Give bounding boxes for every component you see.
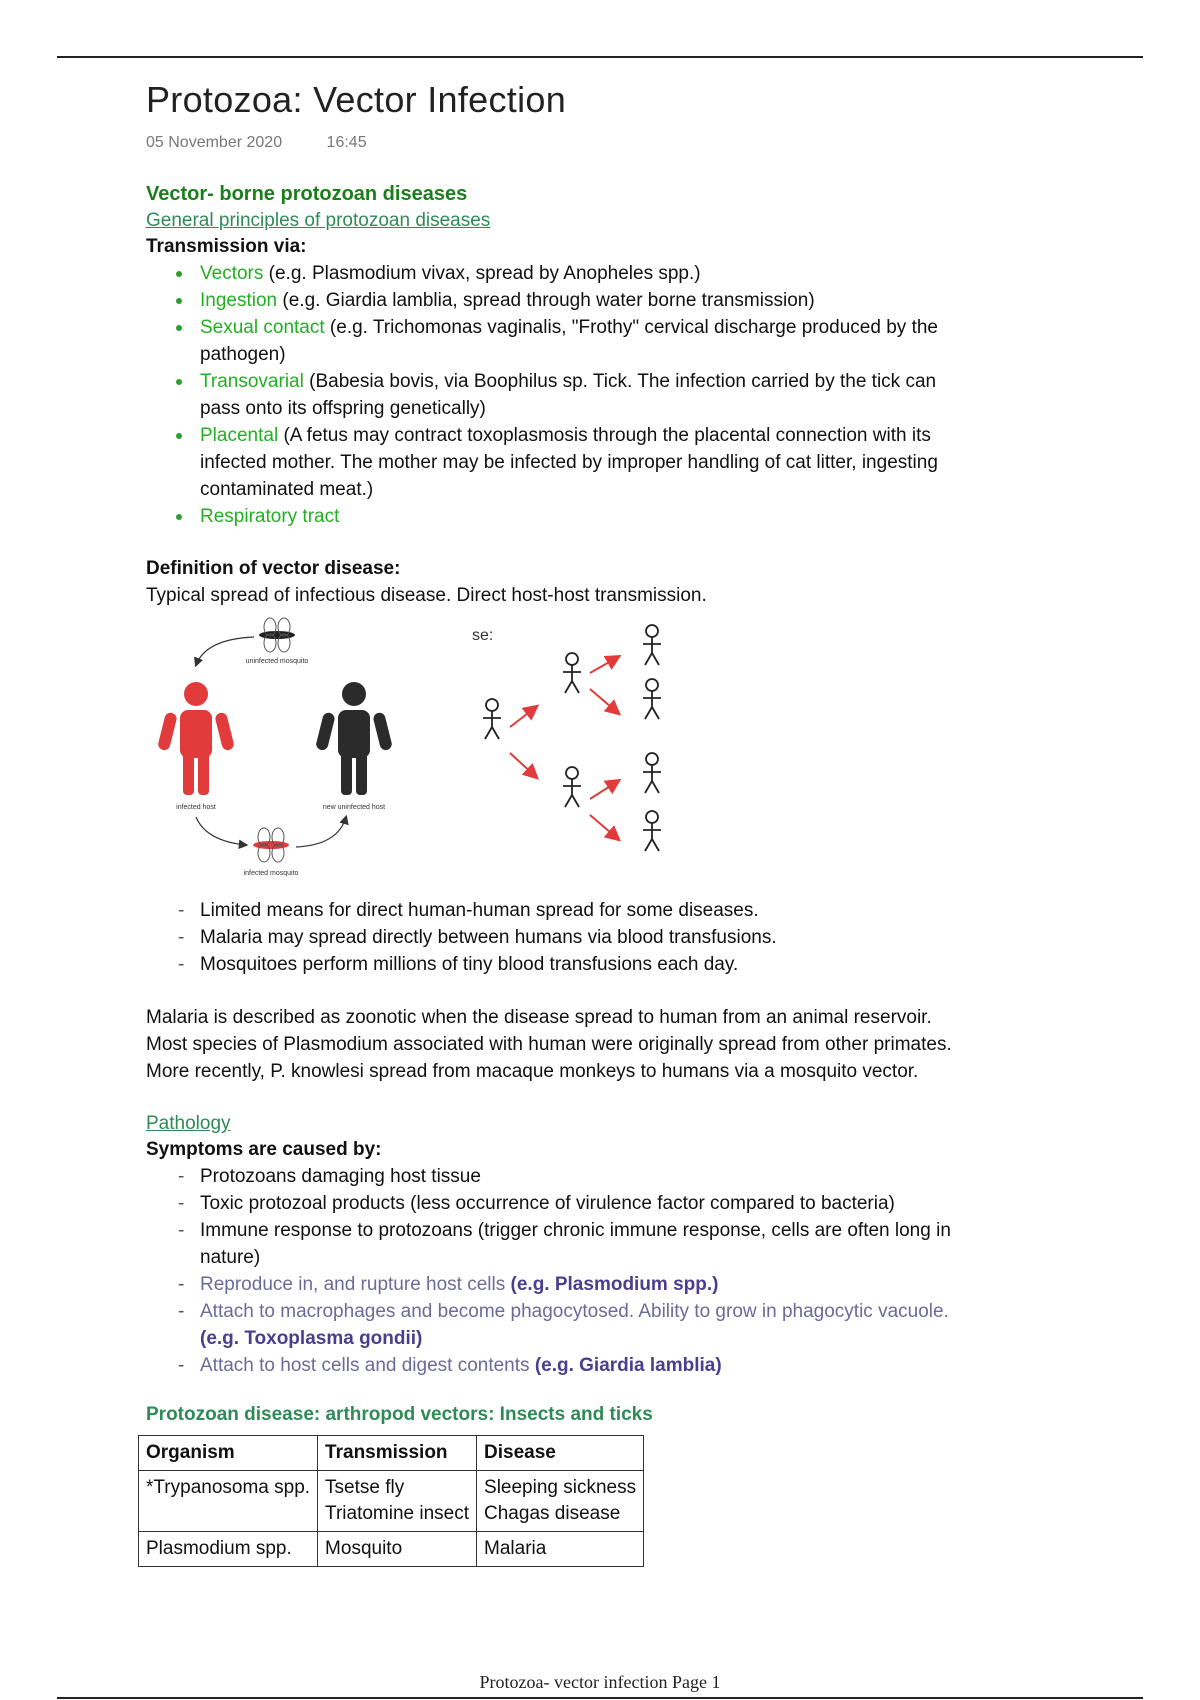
definition-label: Definition of vector disease: [146, 558, 401, 579]
page-time: 16:45 [326, 134, 367, 151]
page-footer: Protozoa- vector infection Page 1 [479, 1672, 721, 1692]
spread-point: - Mosquitoes perform millions of tiny blood transfusions each day. [200, 951, 976, 978]
symptoms-list [146, 1163, 976, 1379]
symptom-example-text: Attach to host cells and digest contents [200, 1355, 535, 1376]
transmission-item [200, 368, 976, 422]
top-rule [57, 56, 1143, 58]
transmission-term: Vectors [200, 263, 264, 284]
symptom-example-item [200, 1352, 976, 1379]
table-header-transmission: Transmission [318, 1436, 477, 1471]
uninfected-mosquito-label: uninfected mosquito [245, 658, 309, 665]
person-icon [643, 625, 661, 665]
person-icon [563, 767, 581, 807]
person-icon [643, 811, 661, 851]
transmission-term: Transovarial [200, 371, 304, 392]
new-host-label: new uninfected host [322, 804, 386, 811]
page-date: 05 November 2020 [146, 134, 283, 151]
transmission-term: Sexual contact [200, 317, 325, 338]
table-header-organism: Organism [139, 1436, 318, 1471]
table-row [139, 1532, 644, 1567]
infected-mosquito-label: infected mosquito [243, 870, 299, 877]
symptom-example-organism: (e.g. Plasmodium spp.) [510, 1274, 719, 1295]
transmission-term: Placental [200, 425, 279, 446]
transmission-term: Ingestion [200, 290, 278, 311]
table-header-row [139, 1436, 644, 1471]
transmission-line: Triatomine insect [325, 1503, 470, 1524]
vector-cycle-diagram [146, 617, 976, 897]
transmission-term: Respiratory tract [200, 506, 340, 527]
spread-point: - Malaria may spread directly between humans via blood transfusions. [200, 924, 976, 951]
pathology-link[interactable]: Pathology [146, 1113, 231, 1134]
person-icon [563, 653, 581, 693]
transmission-label: Transmission via: [146, 236, 307, 257]
symptom-example-organism: (e.g. Giardia lamblia) [534, 1355, 722, 1376]
symptom-item: - Toxic protozoal products (less occurrence of virulence factor compared to bacteria) [200, 1190, 976, 1217]
table-row [139, 1471, 644, 1532]
symptom-example-item [200, 1298, 976, 1352]
symptoms-label: Symptoms are caused by: [146, 1139, 382, 1160]
transmission-figure [146, 617, 976, 897]
infected-mosquito-icon [253, 828, 289, 862]
symptom-example-text: Reproduce in, and rupture host cells [200, 1274, 511, 1295]
symptom-example-text: Attach to macrophages and become phagocytosed. Ability to grow in phagocytic vacuole. [200, 1301, 949, 1322]
note-page [146, 72, 976, 1567]
transmission-item [200, 503, 976, 530]
section-heading: Vector- borne protozoan diseases [146, 183, 468, 205]
transmission-detail: (A fetus may contract toxoplasmosis through the placental connection with its infected mother. The mother may be infected by improper handling of cat litter, ingesting contaminated meat.) [200, 425, 938, 500]
spread-points-list [146, 897, 976, 978]
infected-host-icon [157, 682, 235, 795]
uninfected-mosquito-icon [259, 618, 295, 652]
transmission-line: Tsetse fly [325, 1477, 405, 1498]
infected-host-label: infected host [176, 804, 216, 811]
general-principles-link[interactable]: General principles of protozoan diseases [146, 210, 491, 231]
disease-line: Chagas disease [484, 1503, 621, 1524]
person-icon [643, 753, 661, 793]
transmission-item [200, 314, 976, 368]
cell-transmission [318, 1532, 477, 1567]
transmission-line: Mosquito [325, 1538, 403, 1559]
transmission-detail: (e.g. Giardia lamblia, spread through water borne transmission) [277, 290, 815, 311]
transmission-item [200, 422, 976, 503]
symptom-item: - Protozoans damaging host tissue [200, 1163, 976, 1190]
disease-line: Sleeping sickness [484, 1477, 637, 1498]
transmission-item [200, 287, 976, 314]
page-meta [146, 128, 976, 158]
direct-spread-tree [483, 625, 661, 851]
symptom-item: - Immune response to protozoans (trigger chronic immune response, cells are often long in nature) [200, 1217, 976, 1271]
person-icon [643, 679, 661, 719]
symptom-example-organism: (e.g. Toxoplasma gondii) [200, 1328, 423, 1349]
transmission-detail: (e.g. Trichomonas vaginalis, "Frothy" cervical discharge produced by the pathogen) [200, 317, 938, 365]
transmission-item [200, 260, 976, 287]
cell-organism: *Trypanosoma spp. [139, 1471, 318, 1532]
table-header-disease: Disease [477, 1436, 644, 1471]
transmission-detail: (Babesia bovis, via Boophilus sp. Tick. The infection carried by the tick can pass onto its offspring genetically) [200, 371, 937, 419]
cell-organism: Plasmodium spp. [139, 1532, 318, 1567]
page-title: Protozoa: Vector Infection [146, 79, 567, 120]
definition-text: Typical spread of infectious disease. Direct host-host transmission. [146, 585, 707, 606]
symptom-example-item [200, 1271, 976, 1298]
person-icon [483, 699, 501, 739]
transmission-detail: (e.g. Plasmodium vivax, spread by Anopheles spp.) [263, 263, 701, 284]
disease-line: Malaria [484, 1538, 547, 1559]
new-host-icon [315, 682, 393, 795]
cell-disease [477, 1471, 644, 1532]
direct-spread-label: se: [472, 627, 494, 644]
spread-point: - Limited means for direct human-human spread for some diseases. [200, 897, 976, 924]
cell-disease [477, 1532, 644, 1567]
transmission-list [146, 260, 976, 530]
table-heading: Protozoan disease: arthropod vectors: Insects and ticks [146, 1404, 653, 1425]
bottom-rule [57, 1697, 1143, 1699]
cell-transmission [318, 1471, 477, 1532]
zoonotic-paragraph: Malaria is described as zoonotic when the disease spread to human from an animal reservoir. Most species of Plasmodium associated with human were originally spread from other primates. More recently, P. knowlesi spread from macaque monkeys to humans via a mosquito vector. [146, 1007, 952, 1082]
vectors-table [138, 1435, 644, 1567]
